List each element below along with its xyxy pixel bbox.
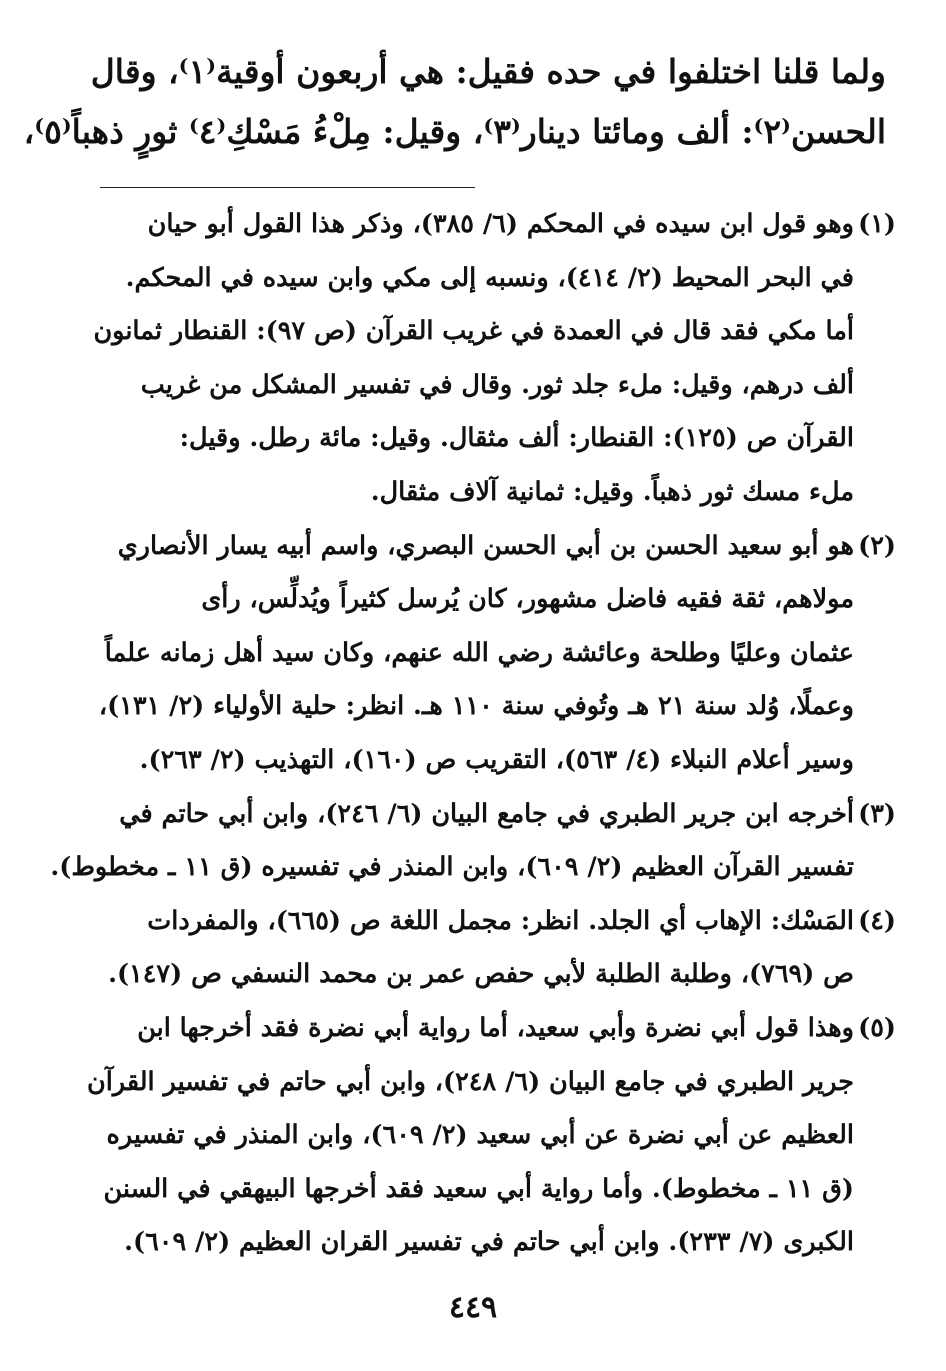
footnote-2 — [92, 520, 896, 788]
footnote-line: ملء مسك ثور ذهباً. وقيل: ثمانية آلاف مثقال. — [370, 476, 854, 507]
footnote-number: (٣) — [858, 798, 896, 829]
footnote-4 — [92, 895, 896, 1002]
footnote-line: وهذا قول أبي نضرة وأبي سعيد، أما رواية أبي نضرة فقد أخرجها ابن — [137, 1012, 854, 1043]
footnote-number: (٥) — [858, 1012, 896, 1043]
footnote-5 — [86, 1002, 896, 1270]
footnote-3 — [50, 788, 896, 895]
footnote-number: (١) — [858, 209, 896, 239]
main-text-line: الحسن⁽٢⁾: ألف ومائتا دينار⁽٣⁾، وقيل: مِلْءُ مَسْكِ⁽٤⁾ ثورٍ ذهباً⁽٥⁾، — [23, 112, 886, 151]
footnote-line: ألف درهم، وقيل: ملء جلد ثور. وقال في تفسير المشكل من غريب — [140, 369, 854, 400]
footnote-line: وهو قول ابن سيده في المحكم (٦/ ٣٨٥)، وذكر هذا القول أبو حيان — [147, 209, 854, 239]
footnote-number: (٢) — [858, 530, 896, 561]
page-number: ٤٤٩ — [448, 1290, 498, 1325]
footnote-line: العظيم عن أبي نضرة عن أبي سعيد (٢/ ٦٠٩)، وابن المنذر في تفسيره — [106, 1120, 854, 1151]
footnote-line: أخرجه ابن جرير الطبري في جامع البيان (٦/ ٢٤٦)، وابن أبي حاتم في — [119, 798, 854, 829]
main-text — [23, 42, 886, 162]
footnote-line: مولاهم، ثقة فقيه فاضل مشهور، كان يُرسل كثيراً ويُدلِّس، رأى — [201, 584, 854, 615]
footnote-line: وعملًا، وُلد سنة ٢١ هـ وتُوفي سنة ١١٠ هـ. انظر: حلية الأولياء (٢/ ١٣١)، — [98, 691, 854, 722]
footnote-divider — [100, 187, 475, 188]
footnote-line: هو أبو سعيد الحسن بن أبي الحسن البصري، واسم أبيه يسار الأنصاري — [117, 530, 854, 561]
footnote-line: وسير أعلام النبلاء (٤/ ٥٦٣)، التقريب ص (١٦٠)، التهذيب (٢/ ٢٦٣). — [139, 744, 854, 775]
footnote-line: القرآن ص (١٢٥): القنطار: ألف مثقال. وقيل: مائة رطل. وقيل: — [179, 423, 854, 454]
main-text-line: ولما قلنا اختلفوا في حده فقيل: هي أربعون أوقية⁽١⁾، وقال — [90, 52, 886, 91]
footnote-line: أما مكي فقد قال في العمدة في غريب القرآن (ص ٩٧): القنطار ثمانون — [93, 316, 854, 347]
footnote-number: (٤) — [858, 905, 896, 936]
footnote-1 — [92, 198, 896, 520]
footnote-line: المَسْك: الإهاب أي الجلد. انظر: مجمل اللغة ص (٦٦٥)، والمفردات — [147, 905, 854, 936]
footnotes — [50, 198, 896, 1270]
footnote-line: الكبرى (٧/ ٢٣٣). وابن أبي حاتم في تفسير القران العظيم (٢/ ٦٠٩). — [124, 1227, 854, 1258]
footnote-line: جرير الطبري في جامع البيان (٦/ ٢٤٨)، وابن أبي حاتم في تفسير القرآن — [86, 1066, 854, 1097]
footnote-line: عثمان وعليًا وطلحة وعائشة رضي الله عنهم، وكان سيد أهل زمانه علماً — [104, 637, 854, 668]
footnote-line: في البحر المحيط (٢/ ٤١٤)، ونسبه إلى مكي وابن سيده في المحكم. — [125, 262, 854, 293]
footnote-line: تفسير القرآن العظيم (٢/ ٦٠٩)، وابن المنذر في تفسيره (ق ١١ ـ مخطوط). — [50, 852, 854, 883]
footnote-line: ص (٧٦٩)، وطلبة الطلبة لأبي حفص عمر بن محمد النسفي ص (١٤٧). — [108, 959, 854, 990]
footnote-line: (ق ١١ ـ مخطوط). وأما رواية أبي سعيد فقد أخرجها البيهقي في السنن — [103, 1173, 854, 1204]
